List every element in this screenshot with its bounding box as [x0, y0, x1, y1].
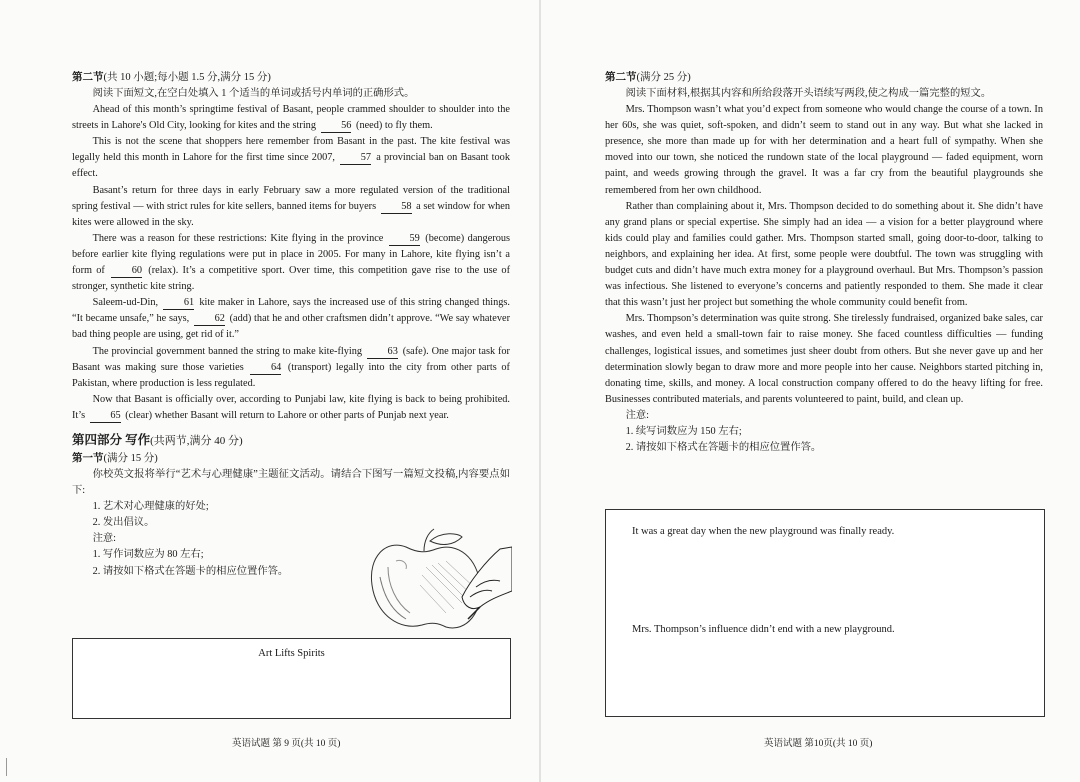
- story-paragraph: Mrs. Thompson’s determination was quite strong. She tirelessly fundraised, organized bake sales, car washes, and even held a small-town fair to raise money. She faced countless difficulties — funding challenges, logistical issues, and sometimes just sheer doubt from others. But she never gave up and her determination slowly began to draw more and more people into her cause. Neighbors started pitching in, donating time, skills, and money. A local construction company offered to do the heavy lifting for free. Businesses contributed materials, and parents volunteered to paint, build, and clean up.: [605, 313, 1043, 405]
- blank-58[interactable]: 58: [381, 201, 412, 214]
- writing-point-1: 1. 艺术对心理健康的好处;: [92, 501, 209, 513]
- note-item-1: 1. 续写词数应为 150 左右;: [625, 425, 742, 437]
- page-footer-right: 英语试题 第10页(共 10 页): [764, 739, 873, 749]
- blank-60[interactable]: 60: [111, 265, 142, 278]
- passage-paragraph: Saleem-ud-Din, 61 kite maker in Lahore, says the increased use of this string changed things. “It became unsafe,” he says, 62 (add) that he and other craftsmen didn’t approve. “We say whatever bad thing people are using, get rid of it.”: [72, 297, 511, 341]
- note-item-2: 2. 请按如下格式在答题卡的相应位置作答。: [625, 442, 822, 454]
- blank-61[interactable]: 61: [163, 297, 194, 310]
- paragraph-opener-2: Mrs. Thompson’s influence didn’t end with a new playground.: [632, 624, 895, 635]
- blank-56[interactable]: 56: [321, 120, 352, 133]
- writing-section1-heading: 第一节(满分 15 分): [72, 452, 158, 464]
- part4-heading: 第四部分 写作(共两节,满分 40 分): [72, 432, 243, 447]
- passage-paragraph: Basant’s return for three days in early February saw a more regulated version of the traditional spring festival — with strict rules for kite sellers, banned items for buyers 58 a set window for when kites were allowed in the sky.: [72, 184, 511, 228]
- page-fold: [539, 0, 541, 782]
- blank-57[interactable]: 57: [340, 152, 371, 165]
- section2-heading: 第二节(共 10 小题;每小题 1.5 分,满分 15 分): [72, 72, 271, 83]
- continuation-heading: 第二节(满分 25 分): [605, 72, 691, 83]
- apple-drawing-illustration: [366, 527, 512, 635]
- writing-point-2: 2. 发出倡议。: [92, 517, 155, 529]
- scan-edge-mark: [6, 758, 7, 776]
- right-column: [605, 70, 1043, 456]
- left-column: [72, 70, 510, 580]
- blank-62[interactable]: 62: [194, 313, 225, 326]
- writing-instruction: 你校英文报将举行“艺术与心理健康”主题征文活动。请结合下图写一篇短文投稿,内容要点如下:: [72, 468, 510, 497]
- paragraph-opener-1: It was a great day when the new playground was finally ready.: [632, 526, 895, 537]
- section2-instruction: 阅读下面短文,在空白处填入 1 个适当的单词或括号内单词的正确形式。: [92, 88, 415, 99]
- passage-paragraph: This is not the scene that shoppers here remember from Basant in the past. The kite festival was legally held this month in Lahore for the first time since 2007, 57 a provincial ban on Basant took effect.: [72, 136, 510, 180]
- essay-title: Art Lifts Spirits: [258, 648, 325, 659]
- blank-63[interactable]: 63: [367, 346, 398, 359]
- story-paragraph: Rather than complaining about it, Mrs. Thompson decided to do something about it. She didn’t have any grand plans or special expertise. She simply had an idea — a vision for a better playground where kids could play and families could gather. Mrs. Thompson started small, going door-to-door, talking to neighbors, and explaining her idea. At first, some people were doubtful. The town was struggling with budget cuts and didn’t have much extra money for a playground overhaul. But Mrs. Thompson’s passion was infectious. She listened to everyone’s concerns and patiently responded to them. She made it clear that this wasn’t just her project but something the whole community could benefit from.: [605, 200, 1043, 309]
- passage-paragraph: Ahead of this month’s springtime festival of Basant, people crammed shoulder to shoulder into the streets in Lahore's Old City, looking for kites and the string 56 (need) to fly them.: [72, 104, 510, 132]
- page-footer-left: 英语试题 第 9 页(共 10 页): [232, 739, 341, 749]
- note-label: 注意:: [625, 409, 650, 421]
- story-paragraph: Mrs. Thompson wasn’t what you’d expect from someone who would change the course of a town. In her 60s, she was quiet, soft-spoken, and didn’t seem to stand out in any way. But what she lacked in presence, she more than made up for with her determination and a heart full of sympathy. When she moved into our town, she noticed the rundown state of the local playground — faded equipment, worn paint, and weeds growing through the gravel. It was a far cry from the beautiful playgrounds she remembered from her own childhood.: [605, 104, 1043, 196]
- note-item-1: 1. 写作词数应为 80 左右;: [92, 549, 204, 561]
- passage-paragraph: The provincial government banned the string to make kite-flying 63 (safe). One major task for Basant was making sure those varieties 64 (transport) legally into the city from other parts of Pakistan, where production is less regulated.: [72, 345, 510, 389]
- continuation-instruction: 阅读下面材料,根据其内容和所给段落开头语续写两段,使之构成一篇完整的短文。: [625, 88, 992, 99]
- continuation-answer-box[interactable]: [605, 509, 1045, 717]
- note-item-2: 2. 请按如下格式在答题卡的相应位置作答。: [92, 565, 289, 577]
- note-label: 注意:: [92, 533, 117, 545]
- blank-64[interactable]: 64: [250, 362, 281, 375]
- passage-paragraph: There was a reason for these restrictions: Kite flying in the province 59 (become) dangerous before earlier kite flying regulations were put in place in 2005. For many in Lahore, kite flying isn’t a form of 60 (relax). It’s a competitive sport. Over time, this competition gave rise to the use of stronger, synthetic kite string.: [72, 232, 511, 293]
- essay-answer-box[interactable]: [72, 638, 511, 719]
- passage-paragraph: Now that Basant is officially over, according to Punjabi law, kite flying is back to being prohibited. It’s 65 (clear) whether Basant will return to Lahore or other parts of Punjab next year.: [72, 393, 510, 421]
- blank-59[interactable]: 59: [389, 233, 420, 246]
- blank-65[interactable]: 65: [90, 410, 121, 423]
